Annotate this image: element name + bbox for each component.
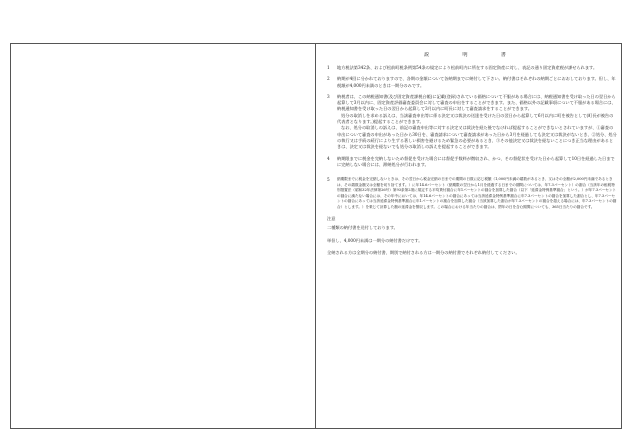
item-number: 4 [327,155,330,161]
note-line: 全納される方は全期分の納付書、期別で納付される方は一期分の納付書でそれぞれ納付してください。 [327,250,520,256]
item-number: 5 [327,177,330,183]
note-text: 二種類の納付書を送付しております。 [327,225,398,231]
item-text: 納期が4回に分かれておりますので、各期の金額について各納期までに納付して下さい。納付書はそれぞれの納期ごとにおおしております。但し、年税額が4,000円未満のときは一期分のみです。 [337,76,616,88]
list-item [327,65,617,71]
item-number: 1 [327,65,330,70]
item-text: 地方税法第342条、および松前町税条例第54条の規定により松前町内に所在する固定資産に対し、表記の通り固定資産税が課せられます。 [337,65,598,70]
explanation-panel [327,52,617,424]
note-label: 注意 [327,216,336,222]
note-line: 単但し、4,000円未満は一期分の納付書だけです。 [327,237,423,243]
item-text: 納期限までに税金を完納しないときは、その翌日から税金完納の日までの期間の日数に応じ税額（1,000円未満の端数があるとき、又はその全額が2,000円未満であるときは、その端数金額又は全額を切り捨てます。）に年14.6パーセント（納期限の翌日から1月を経過する日までの期間については、年7.3パーセント）の割合（当該年の租税特別措置法（昭和32年法律第26号）第93条第2項に規定する平均貸付割合に年1パーセントの割合を加算した割合（以下「延滞金特例基準割合」という。）が年7.3パーセントの割合に満たない場合には、その年中においては、年14.6パーセントの割合にあっては当該延滞金特例基準割合に年7.3パーセントの割合を加算した割合とし、年7.3パーセントの割合にあっては当該延滞金特例基準割合に年1パーセントの割合を加算した割合（当該加算した割合が年7.3パーセントの割合を超える場合には、年7.3パーセントの割合）とします。）を乗じて計算した額の延滞金を徴収します。この場合における年当たりの割合は、閏年の日を含む期間についても、365日当たりの割合です。 [337,177,617,209]
list-item [327,76,617,89]
list-item [327,94,617,151]
item-text: 納税者は、この納税通知書(及び固定資産課税台帳)に記載(登録)されている価格について不服がある場合には、納税通知書を受け取った日の翌日から起算して3月以内に、固定資産評価審査委員会に対して審査の申出をすることができます。また、価格以外の記載事項について不服がある場合には、納税通知書を受け取った日の翌日から起算して3月以内に町長に対して審査請求をすることができます。 [337,93,616,112]
item-text: なお、処分の取消しの訴えは、前記の審査申出等に対する決定又は裁決を経た後でなければ提起することができないとされていますが、①審査の申出について審査の申出があった日から30日を、審査請求について審査請求があった日から3月を経過しても決定又は裁決がないとき、②処分、処分の執行又は手続の続行により生ずる著しい損害を避けるため緊急の必要があるとき、③その他決定又は裁決を経ないことにつき正当な理由があるときは、決定又は裁決を経ないでも処分の取消しの訴えを提起することができます。 [337,125,617,150]
item-number: 2 [327,76,330,82]
item-text: 納期限までに税金を完納しないため督促を受けた場合には督促手数料が徴収され、かつ、その督促状を受けた日から起算して10日を経過した日までに完納しない場合には、滞納処分が行われます。 [337,155,615,167]
center-fold-line [315,43,316,429]
list-item [327,156,617,169]
item-number: 3 [327,93,330,99]
document-title: 説 明 書 [424,52,520,58]
item-text: 処分の取消しを求める訴えは、当該審査申出等に係る決定又は裁決の送達を受けた日の翌日から起算して6月以内に町を被告として(町長が被告の代表者となります。)提起することができます。 [337,112,614,125]
list-item [327,177,617,210]
